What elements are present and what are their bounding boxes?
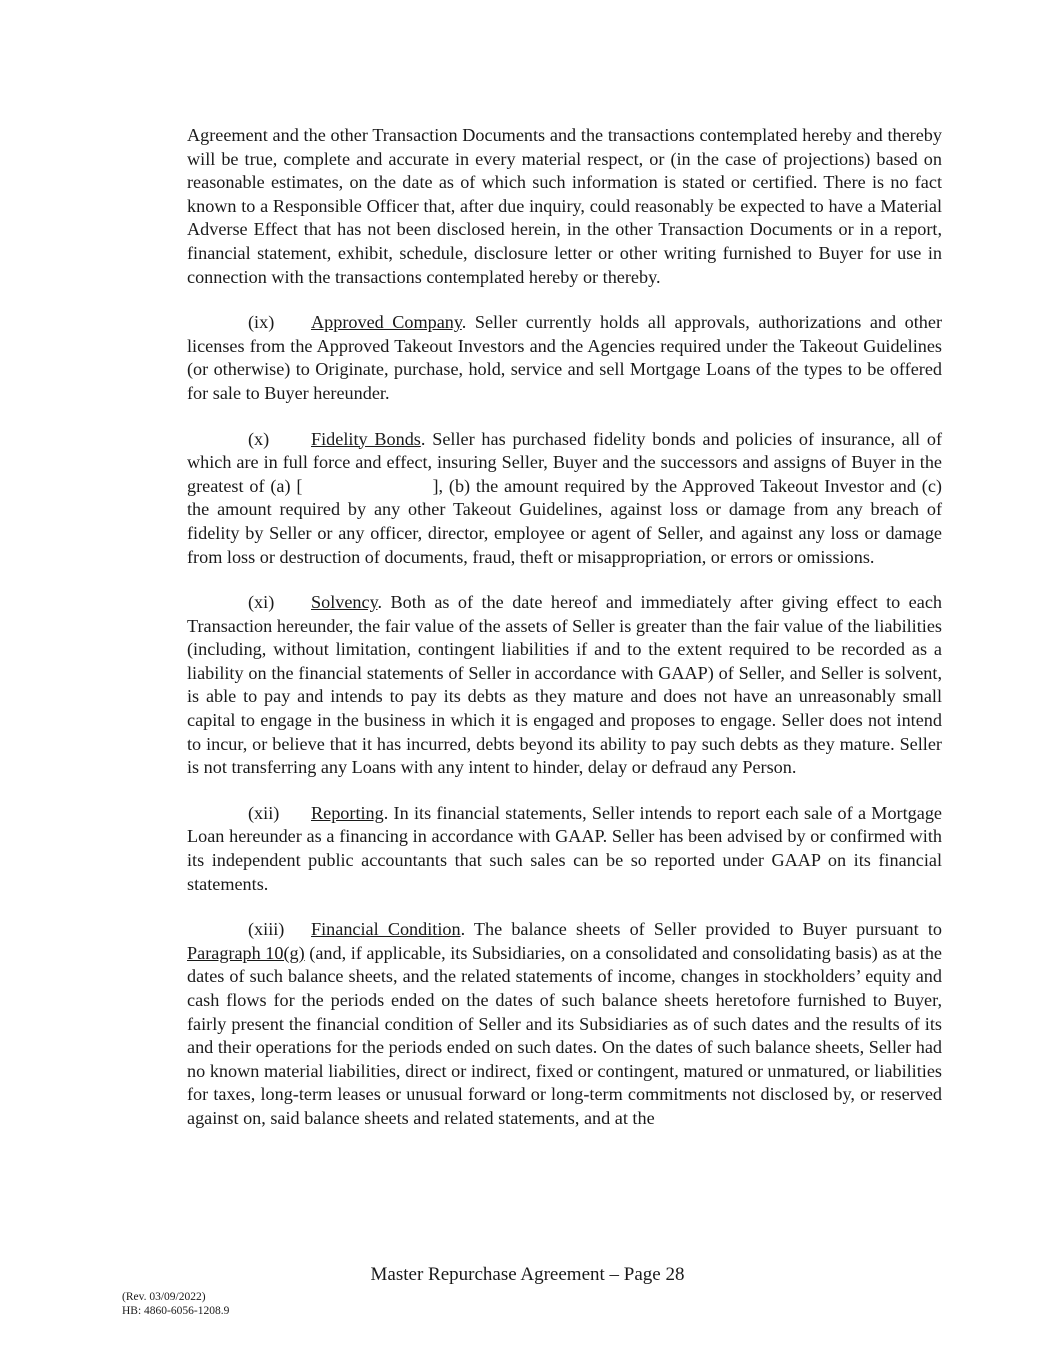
section-body: . Both as of the date hereof and immediately after giving effect to each Transaction hereunder, the fair value of the assets of Seller is greater than the fair value of the liabilities (including, without limitation, contingent liabilities if and to the extent required to be recorded as a liability on the financial statements of Seller in accordance with GAAP) of Seller, and Seller is solvent, is able to pay and intends to pay its debts as they mature and does not have an unreasonably small capital to engage in the business in which it is engaged and proposes to engage. Seller does not intend to incur, or believe that it has incurred, debts beyond its ability to pay such debts as they mature. Seller is not transferring any Loans with any intent to hinder, delay or defraud any Person. [187,592,942,778]
section-heading: Financial Condition [311,919,461,940]
document-body [187,124,942,1153]
section-body-continued: ], (b) the amount required by the Approved Takeout Investor and (c) the amount required by any other Takeout Guidelines, against loss or damage from any breach of fidelity by Seller or any officer, director, employee or agent of Seller, and against any loss or damage from loss or destruction of documents, fraud, theft or misappropriation, or errors or omissions. [187,475,942,567]
section-heading: Solvency [311,592,378,613]
section-number: (xi) [248,592,275,613]
section-body: . Seller currently holds all approvals, authorizations and other licenses from the Approved Takeout Investors and the Agencies required under the Takeout Guidelines (or otherwise) to Originate, purchase, hold, service and sell Mortgage Loans of the types to be offered for sale to Buyer hereunder. [187,312,943,403]
section-number: (xii) [248,802,280,823]
section-heading: Reporting [311,802,384,823]
page-footer-title: Master Repurchase Agreement – Page 28 [370,1264,685,1285]
paragraph-xiii [187,918,942,1130]
section-body: . In its financial statements, Seller intends to report each sale of a Mortgage Loan hereunder as a financing in accordance with GAAP. Seller has been advised by or confirmed with its independent public accountants that such sales can be so reported under GAAP on its financial statements. [187,802,942,894]
paragraph-xi [187,591,942,780]
paragraph-reference-link[interactable]: Paragraph 10(g) [187,942,305,963]
section-number: (x) [248,428,270,449]
section-body-continued: (and, if applicable, its Subsidiaries, on a consolidated and consolidating basis) as at the dates of such balance sheets, and the related statements of income, changes in stockholders’ equity and cash flows for the periods ended on the dates of such balance sheets heretofore furnished to Buyer, fairly present the financial condition of Seller and its Subsidiaries as of such dates and the results of its and their operations for the periods ended on such dates. On the dates of such balance sheets, Seller had no known material liabilities, direct or indirect, fixed or contingent, matured or unmatured, or liabilities for taxes, long-term leases or unusual forward or long-term commitments not disclosed by, or reserved against on, said balance sheets and related statements, and at the [187,942,942,1128]
revision-date: (Rev. 03/09/2022) [122,1291,206,1303]
section-number: (xiii) [248,919,285,940]
paragraph-x [187,428,942,570]
section-heading: Fidelity Bonds [311,428,421,449]
section-heading: Approved Company [311,312,462,333]
page-footer-meta [122,1290,229,1318]
section-body: . The balance sheets of Seller provided to Buyer pursuant to [460,919,942,940]
section-number: (ix) [248,312,275,333]
paragraph-ix [187,311,942,405]
paragraph-intro [187,124,942,289]
paragraph-xii [187,802,942,896]
section-body: . Seller has purchased fidelity bonds and policies of insurance, all of which are in full force and effect, insuring Seller, Buyer and the successors and assigns of Buyer in the greatest of (a) [ [187,428,943,496]
document-id: HB: 4860-6056-1208.9 [122,1305,230,1317]
paragraph-intro-text: Agreement and the other Transaction Documents and the transactions contemplated hereby and thereby will be true, complete and accurate in every material respect, or (in the case of projections) based on reasonable estimates, on the date as of which such information is stated or certified. There is no fact known to a Responsible Officer that, after due inquiry, could reasonably be expected to have a Material Adverse Effect that has not been disclosed herein, in the other Transaction Documents or in a report, financial statement, exhibit, schedule, disclosure letter or other writing furnished to Buyer for use in connection with the transactions contemplated hereby or thereby. [187,125,942,287]
